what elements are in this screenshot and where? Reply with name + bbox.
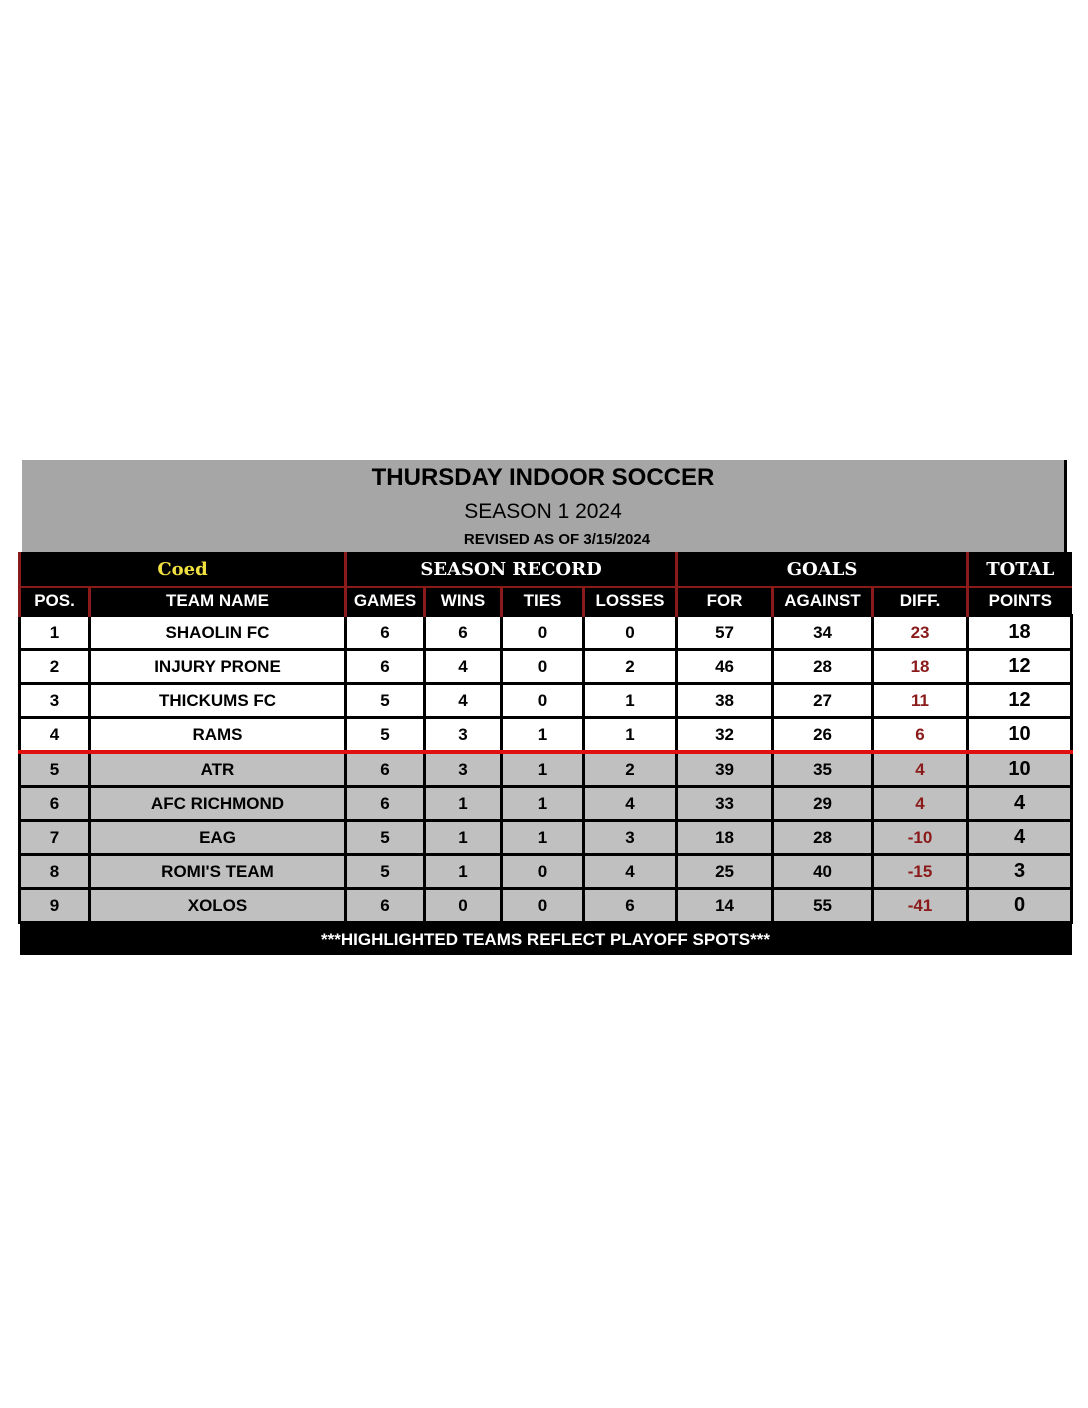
col-header-points: POINTS — [968, 587, 1072, 616]
wins-cell: 1 — [425, 855, 502, 889]
table-row — [20, 889, 1072, 923]
table-row — [20, 855, 1072, 889]
games-cell: 5 — [346, 718, 425, 753]
points-cell: 12 — [968, 684, 1072, 718]
for-cell: 46 — [677, 650, 773, 684]
group-header-row — [20, 552, 1072, 587]
losses-cell: 2 — [584, 650, 677, 684]
col-header-losses: LOSSES — [584, 587, 677, 616]
diff-cell: 11 — [873, 684, 968, 718]
losses-cell: 1 — [584, 684, 677, 718]
season-subtitle: SEASON 1 2024 — [464, 500, 622, 523]
team-cell: RAMS — [90, 718, 346, 753]
against-cell: 27 — [773, 684, 873, 718]
pos-cell: 1 — [20, 616, 90, 650]
losses-cell: 0 — [584, 616, 677, 650]
against-cell: 34 — [773, 616, 873, 650]
diff-cell: 4 — [873, 787, 968, 821]
losses-cell: 2 — [584, 752, 677, 787]
team-cell: ROMI'S TEAM — [90, 855, 346, 889]
team-cell: EAG — [90, 821, 346, 855]
pos-cell: 6 — [20, 787, 90, 821]
against-cell: 55 — [773, 889, 873, 923]
losses-cell: 4 — [584, 787, 677, 821]
pos-cell: 3 — [20, 684, 90, 718]
ties-cell: 1 — [502, 821, 584, 855]
games-cell: 6 — [346, 787, 425, 821]
standings-table — [18, 552, 1073, 955]
pos-cell: 8 — [20, 855, 90, 889]
against-cell: 40 — [773, 855, 873, 889]
table-row — [20, 752, 1072, 787]
points-cell: 10 — [968, 718, 1072, 753]
games-cell: 5 — [346, 855, 425, 889]
team-cell: THICKUMS FC — [90, 684, 346, 718]
season-record-group: SEASON RECORD — [346, 552, 677, 587]
diff-cell: 6 — [873, 718, 968, 753]
against-cell: 28 — [773, 650, 873, 684]
points-cell: 4 — [968, 787, 1072, 821]
diff-cell: -15 — [873, 855, 968, 889]
column-header-row — [20, 587, 1072, 616]
for-cell: 25 — [677, 855, 773, 889]
pos-cell: 4 — [20, 718, 90, 753]
pos-cell: 7 — [20, 821, 90, 855]
for-cell: 32 — [677, 718, 773, 753]
team-cell: SHAOLIN FC — [90, 616, 346, 650]
col-header-games: GAMES — [346, 587, 425, 616]
games-cell: 6 — [346, 616, 425, 650]
table-row — [20, 650, 1072, 684]
games-cell: 5 — [346, 821, 425, 855]
ties-cell: 0 — [502, 650, 584, 684]
team-cell: INJURY PRONE — [90, 650, 346, 684]
table-row — [20, 684, 1072, 718]
for-cell: 39 — [677, 752, 773, 787]
team-cell: XOLOS — [90, 889, 346, 923]
pos-cell: 2 — [20, 650, 90, 684]
ties-cell: 0 — [502, 684, 584, 718]
against-cell: 35 — [773, 752, 873, 787]
against-cell: 29 — [773, 787, 873, 821]
col-header-diff: DIFF. — [873, 587, 968, 616]
wins-cell: 1 — [425, 787, 502, 821]
ties-cell: 1 — [502, 718, 584, 753]
pos-cell: 5 — [20, 752, 90, 787]
against-cell: 26 — [773, 718, 873, 753]
col-header-team: TEAM NAME — [90, 587, 346, 616]
playoff-note: ***HIGHLIGHTED TEAMS REFLECT PLAYOFF SPOTS*** — [20, 923, 1072, 956]
total-group: TOTAL — [968, 552, 1072, 587]
points-cell: 12 — [968, 650, 1072, 684]
table-row — [20, 821, 1072, 855]
for-cell: 18 — [677, 821, 773, 855]
col-header-pos: POS. — [20, 587, 90, 616]
pos-cell: 9 — [20, 889, 90, 923]
losses-cell: 4 — [584, 855, 677, 889]
revised-date: REVISED AS OF 3/15/2024 — [463, 531, 651, 548]
wins-cell: 0 — [425, 889, 502, 923]
wins-cell: 3 — [425, 718, 502, 753]
team-cell: ATR — [90, 752, 346, 787]
table-row — [20, 787, 1072, 821]
col-header-ties: TIES — [502, 587, 584, 616]
losses-cell: 6 — [584, 889, 677, 923]
wins-cell: 6 — [425, 616, 502, 650]
ties-cell: 1 — [502, 752, 584, 787]
wins-cell: 4 — [425, 650, 502, 684]
wins-cell: 1 — [425, 821, 502, 855]
diff-cell: -41 — [873, 889, 968, 923]
ties-cell: 0 — [502, 616, 584, 650]
points-cell: 10 — [968, 752, 1072, 787]
points-cell: 3 — [968, 855, 1072, 889]
for-cell: 57 — [677, 616, 773, 650]
points-cell: 4 — [968, 821, 1072, 855]
goals-group: GOALS — [677, 552, 968, 587]
col-header-against: AGAINST — [773, 587, 873, 616]
against-cell: 28 — [773, 821, 873, 855]
col-header-for: FOR — [677, 587, 773, 616]
col-header-wins: WINS — [425, 587, 502, 616]
games-cell: 6 — [346, 889, 425, 923]
for-cell: 14 — [677, 889, 773, 923]
division-label: Coed — [20, 552, 346, 587]
ties-cell: 1 — [502, 787, 584, 821]
diff-cell: 23 — [873, 616, 968, 650]
for-cell: 38 — [677, 684, 773, 718]
footer-row — [20, 923, 1072, 956]
games-cell: 6 — [346, 752, 425, 787]
team-cell: AFC RICHMOND — [90, 787, 346, 821]
ties-cell: 0 — [502, 855, 584, 889]
losses-cell: 3 — [584, 821, 677, 855]
games-cell: 6 — [346, 650, 425, 684]
losses-cell: 1 — [584, 718, 677, 753]
wins-cell: 4 — [425, 684, 502, 718]
points-cell: 18 — [968, 616, 1072, 650]
points-cell: 0 — [968, 889, 1072, 923]
page-title: THURSDAY INDOOR SOCCER — [371, 464, 715, 491]
table-row — [20, 718, 1072, 753]
table-row — [20, 616, 1072, 650]
diff-cell: -10 — [873, 821, 968, 855]
title-block — [22, 460, 1067, 552]
ties-cell: 0 — [502, 889, 584, 923]
diff-cell: 18 — [873, 650, 968, 684]
wins-cell: 3 — [425, 752, 502, 787]
games-cell: 5 — [346, 684, 425, 718]
diff-cell: 4 — [873, 752, 968, 787]
for-cell: 33 — [677, 787, 773, 821]
standings-sheet — [18, 460, 1070, 955]
